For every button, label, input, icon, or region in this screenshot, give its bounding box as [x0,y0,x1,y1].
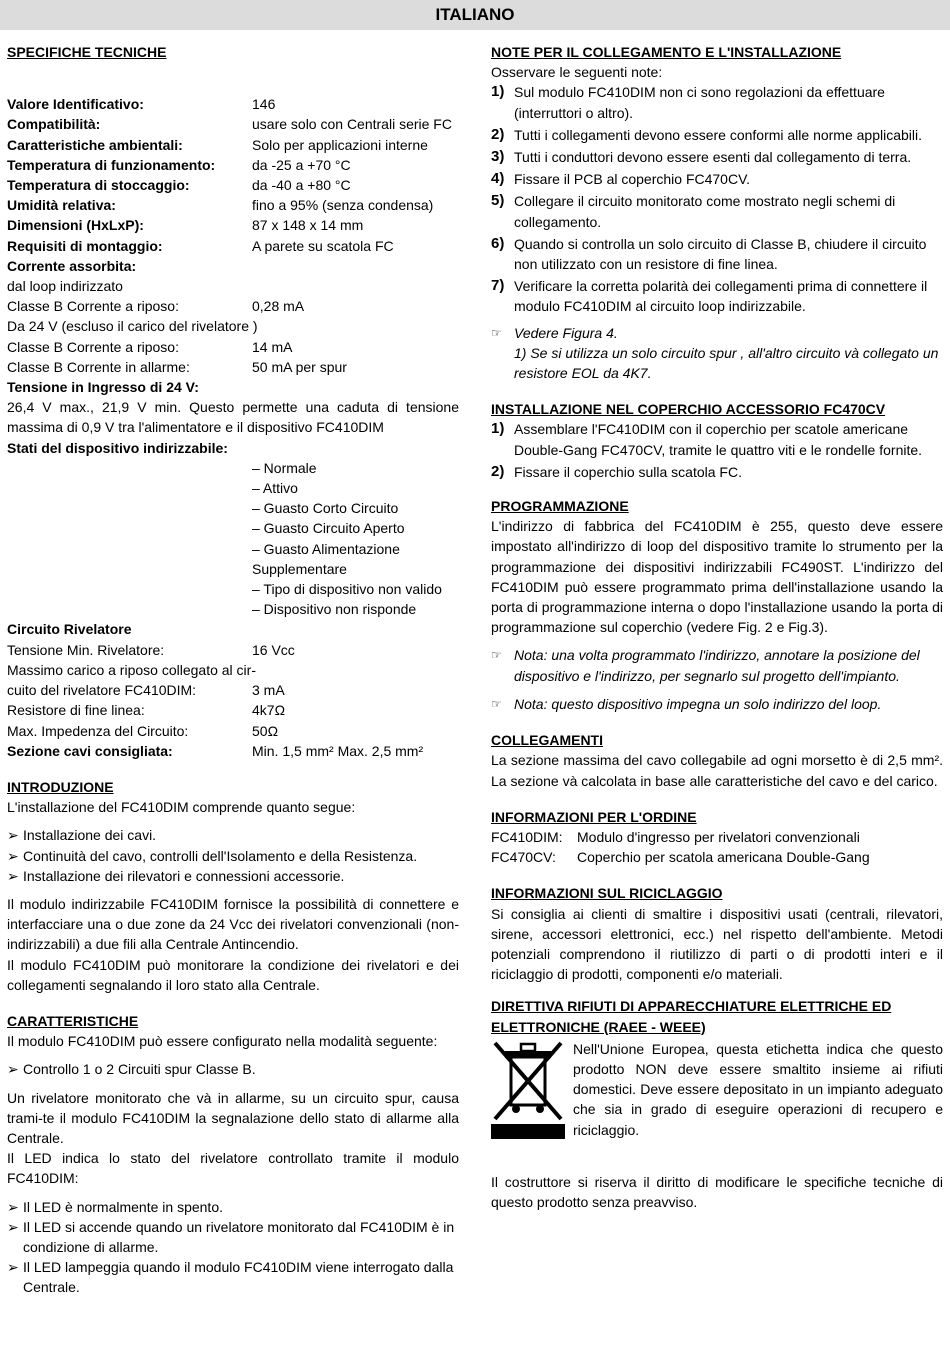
item-text: Tutti i collegamenti devono essere conformi alle norme applicabili. [514,126,923,143]
tensione-text: 26,4 V max., 21,9 V min. Questo permette una caduta di tensione massima di 0,9 V tra l'alimentatore e il dispositivo FC410DIM [7,399,459,436]
item-number: 5) [491,192,505,210]
right-column [491,42,943,1212]
list-item [7,866,459,886]
spec-key: Dimensioni (HxLxP): [7,217,144,234]
note [491,343,943,383]
spec-key: Umidità relativa: [7,197,116,214]
item-number: 6) [491,234,505,252]
prog-title: PROGRAMMAZIONE [491,498,629,515]
list-item [7,1059,459,1079]
numbered-item [491,191,943,231]
da24-label: Da 24 V (escluso il carico del rivelatore ) [7,318,258,335]
numbered-item [491,234,943,274]
circuito-title: Circuito Rivelatore [7,621,132,638]
pointing-hand-icon: ☞ [491,325,502,340]
item-text: Collegare il circuito monitorato come mostrato negli schemi di collegamento. [514,193,896,230]
numbered-item [491,462,943,482]
numbered-item [491,82,943,122]
spec-value: 16 Vcc [252,641,295,658]
ord-title: INFORMAZIONI PER L'ORDINE [491,808,697,825]
car-text: Il modulo FC410DIM può essere configurato nella modalità seguente: [7,1033,438,1050]
list-item-text: Installazione dei rilevatori e connessioni accessorie. [23,867,345,884]
language-banner: ITALIANO [0,0,950,30]
item-number: 2) [491,462,505,480]
car-paragraph: Un rivelatore monitorato che và in allarme, su un circuito spur, causa trami-te il modulo FC410DIM la segnalazione dello stato di allarme alla Centrale. [7,1089,459,1146]
spec-value: Min. 1,5 mm² Max. 2,5 mm² [252,742,424,759]
intro-paragraph: Il modulo indirizzabile FC410DIM fornisce la possibilità di connettere e interfacciare una o due zone da 24 Vcc dei rivelatori convenzionali (non-indirizzabili) a due fili alla Centrale Antincendio. [7,895,459,953]
item-text: Quando si controlla un solo circuito di Classe B, chiudere il circuito non utilizzato con un resistore di fine linea. [514,235,927,273]
arrow-bullet-icon: ➢ [7,847,19,864]
vedere-text: Vedere Figura 4. [514,324,618,341]
intro-paragraph: Il modulo FC410DIM può monitorare la condizione dei rivelatori e dei collegamenti segnalando il loro stato alla Centrale. [7,956,459,993]
intro-list [7,825,459,886]
arrow-bullet-icon: ➢ [7,1259,19,1276]
spec-key: Compatibilità: [7,116,101,133]
list-item [7,1217,459,1257]
note [491,323,943,343]
note [491,645,943,685]
list-item-text: Il LED lampeggia quando il modulo FC410DIM viene interrogato dalla Centrale. [23,1259,454,1296]
note [491,694,943,714]
spec-value: 50 mA per spur [252,358,347,375]
arrow-bullet-icon: ➢ [7,1198,19,1215]
spec-list [7,94,459,256]
spec-value: da -40 a +80 °C [252,177,351,194]
spec-value: 4k7Ω [252,702,286,719]
prog-text: L'indirizzo di fabbrica del FC410DIM è 255, questo deve essere impostato all'indirizzo di loop del dispositivo tramite lo strumento per la programmazione dei dispositivi indirizzabili FC490ST. L'indirizzo del FC410DIM può essere programmato prima dell'installazione usando la porta di programmazione interna o dopo l'installazione usando la porta di programmazione sul coperchio (vedere Fig. 2 e Fig.3). [491,518,943,636]
spec-key: Classe B Corrente a riposo: [7,298,179,315]
item-text: Assemblare l'FC410DIM con il coperchio per scatole americane Double-Gang FC470CV, tramite le quattro viti e le rondelle fornite. [514,421,923,458]
item-number: 2) [491,125,505,143]
stato-item: – Tipo di dispositivo non valido [252,581,442,598]
stati-list [7,458,459,620]
spec-title: SPECIFICHE TECNICHE [7,44,167,60]
footer-text: Il costruttore si riserva il diritto di modificare le specifiche tecniche di questo prodotto senza preavviso. [491,1173,943,1210]
intro-title: INTRODUZIONE [7,778,114,795]
prog-nota: Nota: questo dispositivo impegna un solo indirizzo del loop. [514,695,882,712]
list-item [7,825,459,845]
spec-row [7,357,459,377]
stato-item: – Dispositivo non risponde [252,601,417,618]
spec-key: Temperatura di stoccaggio: [7,177,190,194]
spec-value: usare solo con Centrali serie FC [252,116,452,133]
numbered-item [491,276,943,316]
crossed-bin-icon [491,1039,565,1139]
spec-row [7,721,459,741]
weee-block [491,1039,943,1140]
stato-item: – Attivo [252,480,298,497]
spec-row [7,640,459,660]
vedere-detail: 1) Se si utilizza un solo circuito spur , all'altro circuito và collegato un resistore EOL da 4K7. [514,344,939,382]
item-text: Tutti i conduttori devono essere esenti dal collegamento di terra. [514,149,912,166]
spec-row [7,114,459,134]
coll-title: COLLEGAMENTI [491,732,603,749]
order-row [491,847,943,867]
spec-value: 0,28 mA [252,298,305,315]
car-title: CARATTERISTICHE [7,1012,139,1029]
spec-row [7,680,459,700]
spec-value: 146 [252,96,276,113]
massimo-line: Massimo carico a riposo collegato al cir- [7,661,256,678]
item-text: Fissare il PCB al coperchio FC470CV. [514,171,751,188]
inst-list [491,419,943,482]
spec-value: Solo per applicazioni interne [252,136,428,153]
spec-key: Max. Impedenza del Circuito: [7,722,189,739]
spec-key: Resistore di fine linea: [7,702,145,719]
spec-key: Classe B Corrente in allarme: [7,358,190,375]
spec-value: 87 x 148 x 14 mm [252,217,364,234]
coll-text: La sezione massima del cavo collegabile ad ogni morsetto è di 2,5 mm². La sezione và calcolata in base alle caratteristiche del cavo e del carico. [491,752,943,789]
item-number: 1) [491,83,505,101]
spec-row [7,155,459,175]
stati-title: Stati del dispositivo indirizzabile: [7,439,228,456]
weee-text: Nell'Unione Europea, questa etichetta indica che questo prodotto NON deve essere smaltito insieme ai rifiuti domestici. Deve essere depositato in un impianto adeguato che sia in grado di eseguire operazioni di recupero e riciclaggio. [573,1040,943,1138]
note-list [491,82,943,316]
list-item [7,1257,459,1297]
list-item-text: Il LED si accende quando un rivelatore monitorato dal FC410DIM è in condizione di allarme. [23,1218,455,1255]
spec-value: 14 mA [252,338,293,355]
numbered-item [491,147,943,167]
spec-value: 3 mA [252,682,285,699]
spec-key: Tensione Min. Rivelatore: [7,641,165,658]
prog-nota: Nota: una volta programmato l'indirizzo, annotare la posizione del dispositivo e l'indirizzo, per segnarlo sul progetto dell'impianto. [514,647,920,684]
arrow-bullet-icon: ➢ [7,1218,19,1235]
spec-row [7,135,459,155]
spec-row [7,236,459,256]
spec-row [7,700,459,720]
list-item-text: Il LED è normalmente in spento. [23,1198,223,1215]
note-title: NOTE PER IL COLLEGAMENTO E L'INSTALLAZIONE [491,44,842,60]
item-text: Sul modulo FC410DIM non ci sono regolazioni da effettuare (interruttori o altro). [514,84,885,121]
spec-row [7,175,459,195]
ord-list [491,827,943,867]
order-code: FC410DIM: [491,828,563,845]
spec-value: 50Ω [252,722,279,739]
spec-value: fino a 95% (senza condensa) [252,197,434,214]
inst-title: INSTALLAZIONE NEL COPERCHIO ACCESSORIO FC470CV [491,401,886,418]
corrente-title: Corrente assorbita: [7,257,137,274]
list-item-text: Controllo 1 o 2 Circuiti spur Classe B. [23,1061,256,1078]
item-number: 3) [491,148,505,166]
spec-row [7,741,459,761]
arrow-bullet-icon: ➢ [7,827,19,844]
pointing-hand-icon: ☞ [491,648,502,663]
spec-key: Caratteristiche ambientali: [7,136,183,153]
spec-row [7,337,459,357]
intro-text: L'installazione del FC410DIM comprende quanto segue: [7,799,356,816]
car-paragraph: Il LED indica lo stato del rivelatore controllato tramite il modulo FC410DIM: [7,1150,459,1187]
spec-key: Requisiti di montaggio: [7,237,163,254]
ric-text: Si consiglia ai clienti di smaltire i dispositivi usati (centrali, rilevatori, sirene, accessori elettronici, ecc.) nel rispetto dell'ambiente. Metodi potenziali comprendono il riutilizzo di parti o di prodotti interi e il riciclaggio di prodotti, componenti e/o materiali. [491,905,943,983]
stato-item: – Guasto Corto Circuito [252,500,399,517]
order-row [491,827,943,847]
list-item-text: Continuità del cavo, controlli dell'Isolamento e della Resistenza. [23,847,418,864]
order-description: Modulo d'ingresso per rivelatori convenzionali [577,828,860,845]
spec-key: Sezione cavi consigliata: [7,742,173,759]
spec-key: Classe B Corrente a riposo: [7,338,179,355]
left-column [7,42,459,1298]
spec-key: Valore Identificativo: [7,96,144,113]
order-description: Coperchio per scatola americana Double-Gang [577,849,870,866]
note-intro: Osservare le seguenti note: [491,64,663,81]
numbered-item [491,169,943,189]
spec-row [7,195,459,215]
item-number: 4) [491,170,505,188]
item-number: 1) [491,420,505,438]
item-number: 7) [491,277,505,295]
weee-title: DIRETTIVA RIFIUTI DI APPARECCHIATURE ELETTRICHE ED ELETTRONICHE (RAEE - WEEE) [491,998,892,1035]
spec-value: da -25 a +70 °C [252,156,351,173]
list-item [7,1197,459,1217]
list-item [7,846,459,866]
spec-key: cuito del rivelatore FC410DIM: [7,682,197,699]
spec-row [7,296,459,316]
stato-item: – Guasto Circuito Aperto [252,520,405,537]
spec-key: Temperatura di funzionamento: [7,156,216,173]
ric-title: INFORMAZIONI SUL RICICLAGGIO [491,885,723,902]
numbered-item [491,125,943,145]
numbered-item [491,419,943,459]
spec-row [7,215,459,235]
item-text: Fissare il coperchio sulla scatola FC. [514,463,742,480]
loop-label: dal loop indirizzato [7,278,123,295]
led-list [7,1197,459,1298]
arrow-bullet-icon: ➢ [7,867,19,884]
pointing-hand-icon: ☞ [491,696,502,711]
spec-row [7,94,459,114]
arrow-bullet-icon: ➢ [7,1061,19,1078]
order-code: FC470CV: [491,849,556,866]
list-item-text: Installazione dei cavi. [23,827,157,844]
spec-value: A parete su scatola FC [252,237,394,254]
stato-item: – Guasto Alimentazione Supplementare [252,540,400,577]
stato-item: – Normale [252,459,317,476]
tensione-title: Tensione in Ingresso di 24 V: [7,379,199,396]
item-text: Verificare la corretta polarità dei collegamenti prima di connettere il modulo FC410DIM al circuito loop indirizzabile. [514,278,928,315]
